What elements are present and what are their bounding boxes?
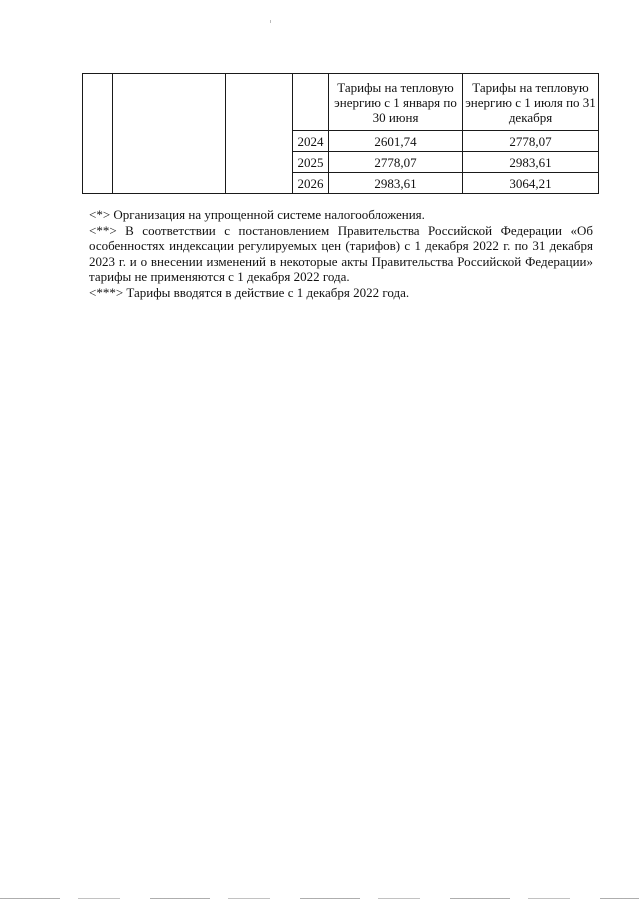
scan-artifact [270, 20, 271, 23]
footnote-effective-date: <***> Тарифы вводятся в действие с 1 декабря 2022 года. [89, 284, 410, 300]
tariff-first-half: 2601,74 [329, 131, 463, 152]
empty-cell-organization [113, 74, 226, 194]
tariff-second-half: 2778,07 [463, 131, 599, 152]
header-first-half: Тарифы на тепловую энергию с 1 января по 30 июня [329, 74, 463, 131]
empty-cell-year-header [293, 74, 329, 131]
tariff-table [82, 73, 599, 194]
year-cell: 2025 [293, 152, 329, 173]
table-header-row [83, 74, 599, 131]
header-second-half: Тарифы на тепловую энергию с 1 июля по 31 декабря [463, 74, 599, 131]
tariff-second-half: 2983,61 [463, 152, 599, 173]
footnote-simplified-tax: <*> Организация на упрощенной системе налогообложения. [89, 207, 425, 222]
tariff-second-half: 3064,21 [463, 173, 599, 194]
year-cell: 2024 [293, 131, 329, 152]
tariff-first-half: 2778,07 [329, 152, 463, 173]
year-cell: 2026 [293, 173, 329, 194]
tariff-first-half: 2983,61 [329, 173, 463, 194]
empty-cell-number [83, 74, 113, 194]
footnotes [89, 207, 593, 300]
scan-edge-artifact [0, 898, 639, 899]
empty-cell-category [226, 74, 293, 194]
footnote-government-decree: <**> В соответствии с постановлением Правительства Российской Федерации «Об особенностях индексации регулируемых цен (тарифов) с 1 декабря 2022 г. по 31 декабря 2023 г. и о внесении изменений в некоторые акты Правительства Российской Федерации» тарифы не применяются с 1 декабря 2022 года. [89, 222, 593, 284]
